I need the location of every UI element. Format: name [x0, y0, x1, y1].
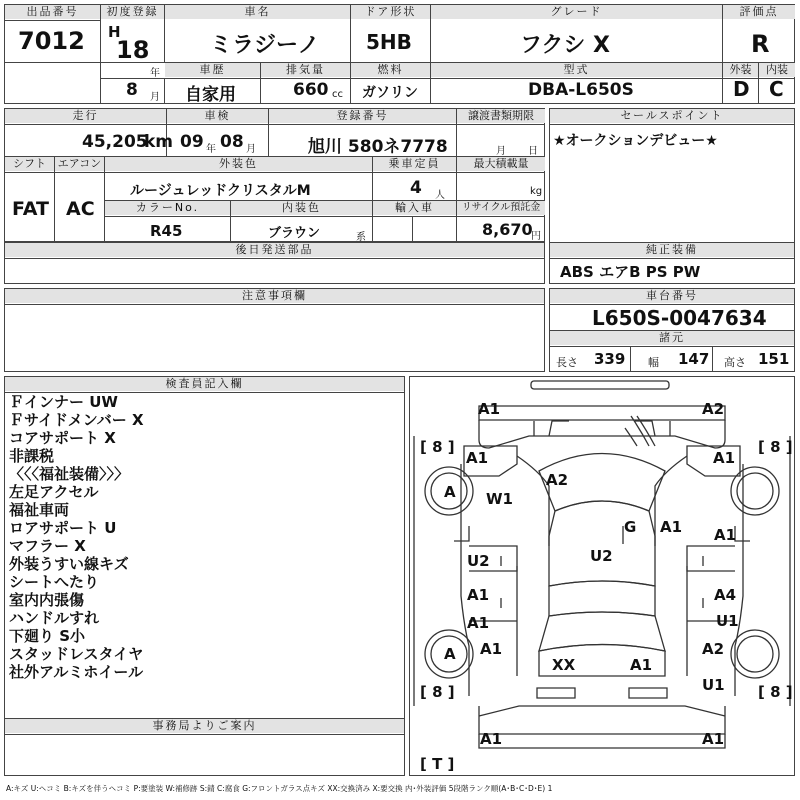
inspector-note: Ｆサイドメンバー X — [9, 411, 144, 429]
inspector-note: スタッドレスタイヤ — [9, 645, 144, 663]
grade-label: グレード — [431, 5, 722, 19]
lot-no-label: 出品番号 — [5, 5, 100, 19]
damage-mark: U2 — [590, 547, 613, 565]
era: H — [108, 23, 121, 41]
damage-mark: A — [444, 645, 456, 663]
chassis-label: 車台番号 — [550, 289, 794, 303]
inspector-note: 左足アクセル — [9, 483, 99, 501]
spare-tire: [ T ] — [420, 755, 455, 773]
damage-mark: A1 — [630, 656, 653, 674]
load-label: 最大積載量 — [457, 157, 545, 171]
sales-point-label: セールスポイント — [550, 109, 794, 123]
model-label: 型式 — [431, 63, 722, 77]
score-label: 評価点 — [723, 5, 795, 19]
displacement-unit: cc — [332, 89, 343, 100]
car-diagram — [409, 376, 795, 776]
damage-mark: XX — [552, 656, 576, 674]
shift: FAT — [12, 198, 49, 220]
load-unit: kg — [530, 186, 543, 197]
notes-label: 注意事項欄 — [5, 289, 544, 303]
capacity: 4 — [410, 178, 422, 198]
recycle-label: リサイクル預託金 — [457, 201, 545, 215]
car-name-label: 車名 — [165, 5, 350, 19]
damage-mark: A2 — [702, 400, 725, 418]
width: 147 — [678, 350, 710, 368]
damage-mark: A1 — [478, 400, 501, 418]
recycle-fee: 8,670 — [482, 220, 533, 239]
reg-year: 18 — [116, 36, 150, 64]
inspector-note: 〈〈〈福祉装備〉〉〉 — [9, 465, 130, 483]
inspector-note: 室内内張傷 — [9, 591, 85, 609]
damage-mark: A1 — [714, 526, 737, 544]
interior-grade: C — [769, 77, 784, 101]
dims-label: 諸元 — [550, 331, 794, 345]
fuel-label: 燃料 — [351, 63, 430, 77]
inspector-note: 福祉車両 — [9, 501, 70, 519]
plate-label: 登録番号 — [269, 109, 456, 123]
height-label: 高さ — [724, 356, 746, 369]
legend: A:キズ U:ヘコミ B:キズを伴うヘコミ P:要塗装 W:補修跡 S:錆 C:腐食 G:フロントガラス点キズ XX:交換済み X:要交換 内･外装評価 5段階ランク順(A･B･C･D･E) 1 — [6, 784, 553, 793]
inspection-month: 08 — [220, 132, 244, 152]
length-label: 長さ — [556, 356, 578, 369]
import-label: 輸入車 — [373, 201, 456, 215]
interior-color-suffix: 系 — [356, 232, 366, 243]
damage-mark: A1 — [480, 730, 503, 748]
equipment: ABS エアB PS PW — [560, 263, 701, 281]
tire-rl: [ 8 ] — [420, 683, 455, 701]
inspector-note: ハンドルすれ — [9, 609, 100, 627]
displacement-label: 排気量 — [261, 63, 350, 77]
inspection-label: 車検 — [167, 109, 268, 123]
year-unit: 年 — [150, 68, 160, 79]
mileage-label: 走行 — [5, 109, 166, 123]
damage-mark: A1 — [466, 449, 489, 467]
damage-mark: A1 — [713, 449, 736, 467]
damage-mark: A1 — [702, 730, 725, 748]
grade: フクシ X — [520, 33, 610, 58]
inspection-month-unit: 月 — [246, 144, 256, 155]
inspector-note: ロアサポート U — [9, 519, 117, 537]
exterior-grade: D — [733, 77, 750, 101]
damage-mark: A1 — [660, 518, 683, 536]
history-label: 車歴 — [165, 63, 260, 77]
office-label: 事務局よりご案内 — [5, 719, 404, 733]
inspection-year-unit: 年 — [206, 144, 216, 155]
damage-mark: U1 — [702, 676, 725, 694]
inspector-label: 検査員記入欄 — [5, 377, 404, 391]
damage-mark: A2 — [702, 640, 725, 658]
capacity-label: 乗車定員 — [373, 157, 456, 171]
door-label: ドア形状 — [351, 5, 430, 19]
length: 339 — [594, 350, 626, 368]
color-no-label: カラーNo. — [105, 201, 230, 215]
equipment-label: 純正装備 — [550, 243, 794, 257]
damage-mark: A4 — [714, 586, 737, 604]
tire-fr: [ 8 ] — [758, 438, 793, 456]
exterior-label: 外装 — [723, 63, 758, 77]
reg-month: 8 — [126, 80, 138, 100]
inspector-note: マフラー X — [9, 537, 86, 555]
capacity-unit: 人 — [435, 190, 445, 201]
inspector-note: シートへたり — [9, 573, 100, 591]
color-label: 外装色 — [105, 157, 372, 171]
inspector-note: コアサポート X — [9, 429, 116, 447]
interior-color: ブラウン — [268, 226, 321, 241]
damage-mark: A — [444, 483, 456, 501]
transfer-label: 譲渡書類期限 — [457, 109, 545, 123]
inspector-note: 下廻り S小 — [9, 627, 86, 645]
transfer-day-unit: 日 — [528, 146, 538, 157]
fuel: ガソリン — [362, 85, 418, 101]
car-name: ミラジーノ — [210, 33, 320, 58]
damage-mark: A1 — [480, 640, 503, 658]
tire-fl: [ 8 ] — [420, 438, 455, 456]
recycle-unit: 円 — [531, 231, 541, 242]
ac-label: エアコン — [55, 157, 104, 171]
color-no: R45 — [150, 222, 183, 240]
month-unit: 月 — [150, 92, 160, 103]
sales-point: ★オークションデビュー★ — [553, 133, 718, 149]
lot-no: 7012 — [18, 27, 85, 55]
height: 151 — [758, 350, 790, 368]
inspector-note: 外装うすい線キズ — [9, 555, 129, 573]
door-type: 5HB — [366, 30, 412, 54]
inspection-year: 09 — [180, 132, 204, 152]
transfer-month-unit: 月 — [496, 146, 506, 157]
exterior-color: ルージュレッドクリスタルM — [130, 183, 311, 199]
damage-mark: G — [624, 518, 637, 536]
damage-mark: U1 — [716, 612, 739, 630]
damage-mark: A1 — [467, 614, 490, 632]
damage-mark: A1 — [467, 586, 490, 604]
model: DBA-L650S — [528, 80, 634, 100]
shift-label: シフト — [5, 157, 54, 171]
mileage-unit: km — [144, 132, 174, 152]
chassis-number: L650S-0047634 — [592, 306, 767, 330]
width-label: 幅 — [648, 356, 659, 369]
mileage: 45,205 — [82, 132, 148, 152]
later-parts-label: 後日発送部品 — [5, 243, 544, 257]
int-color-label: 内装色 — [231, 201, 372, 215]
ac: AC — [66, 198, 95, 220]
score: R — [751, 30, 770, 58]
first-reg-label: 初度登録 — [101, 5, 164, 19]
interior-label: 内装 — [759, 63, 795, 77]
damage-mark: U2 — [467, 552, 490, 570]
plate-number: 旭川 580ネ7778 — [308, 137, 448, 157]
displacement: 660 — [293, 80, 329, 100]
inspector-note: 社外アルミホイール — [9, 663, 144, 681]
tire-rr: [ 8 ] — [758, 683, 793, 701]
inspector-note: 非課税 — [9, 447, 55, 465]
damage-mark: W1 — [486, 490, 513, 508]
damage-mark: A2 — [546, 471, 569, 489]
history: 自家用 — [185, 85, 236, 105]
inspector-notes — [9, 393, 144, 681]
inspector-note: Ｆインナー UW — [9, 393, 118, 411]
